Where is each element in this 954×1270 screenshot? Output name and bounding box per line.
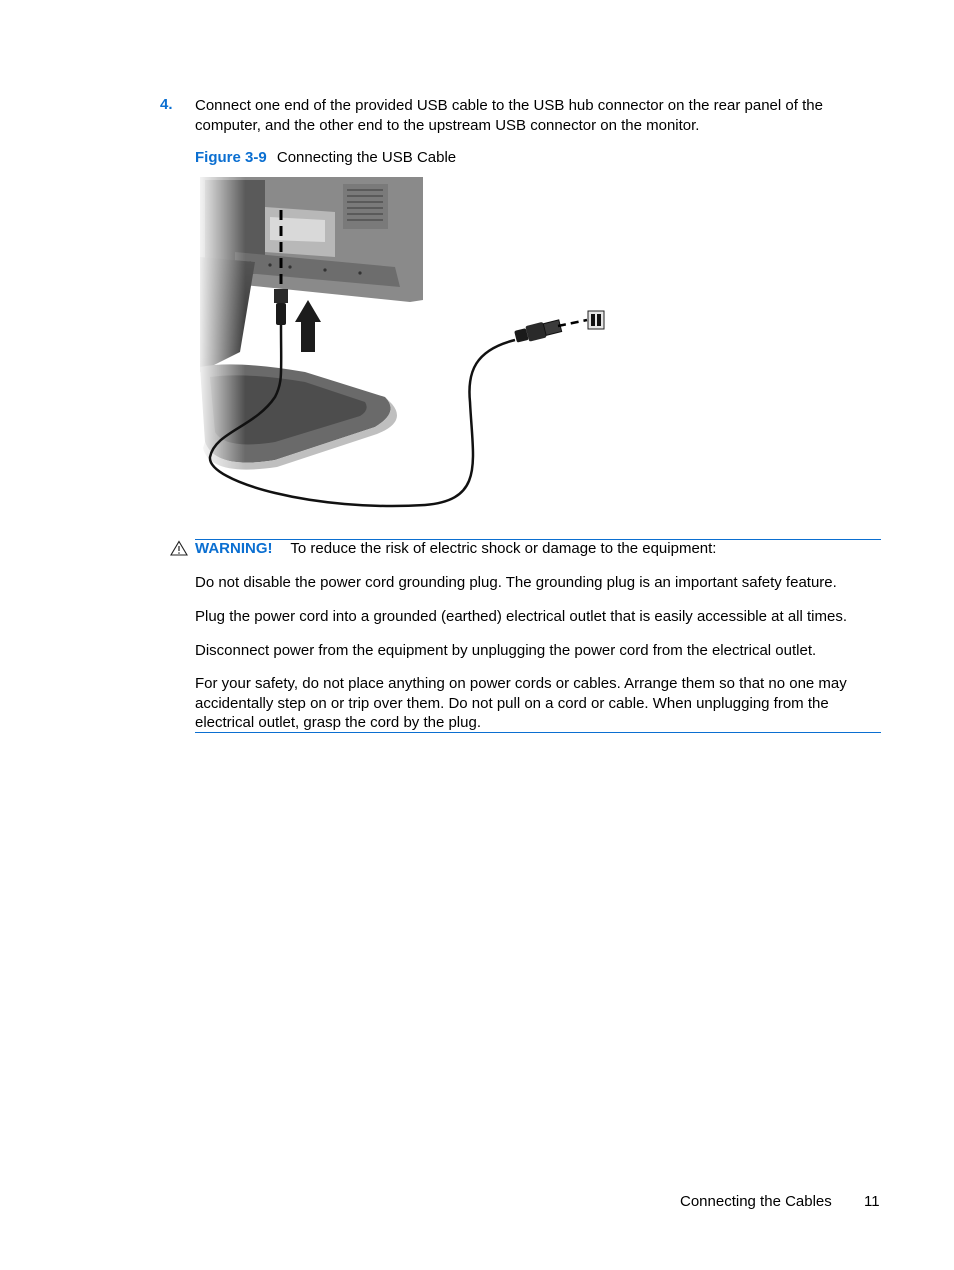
- warning-paragraph: For your safety, do not place anything on power cords or cables. Arrange them so that no one may accidentally step on or trip over them. Do not pull on a cord or cable. When unplugging from the electrical outlet, grasp the cord by the plug.: [195, 675, 847, 731]
- warning-paragraph: Disconnect power from the equipment by unplugging the power cord from the electrical outlet.: [195, 642, 817, 659]
- figure-caption-text: Connecting the USB Cable: [276, 149, 457, 166]
- step-text: Connect one end of the provided USB cable to the USB hub connector on the rear panel of the computer, and the other end to the upstream USB connector on the monitor.: [195, 97, 823, 134]
- page-number: 11: [864, 1193, 880, 1210]
- warning-label: WARNING!: [195, 540, 273, 557]
- figure-caption: [195, 149, 456, 166]
- monitor-illustration: [195, 172, 615, 517]
- usb-b-connector: [274, 289, 288, 325]
- step-number: 4.: [160, 96, 173, 113]
- figure-label: Figure 3-9: [195, 149, 267, 166]
- warning-paragraph: Do not disable the power cord grounding plug. The grounding plug is an important safety feature.: [195, 574, 837, 591]
- warning-paragraph: Plug the power cord into a grounded (earthed) electrical outlet that is easily accessible at all times.: [195, 608, 848, 625]
- warning-intro: To reduce the risk of electric shock or damage to the equipment:: [290, 540, 717, 557]
- usb-port-icon: [588, 311, 604, 329]
- warning-bottom-rule: [195, 732, 881, 733]
- footer-section-title: Connecting the Cables: [680, 1193, 832, 1210]
- warning-triangle-icon: [170, 540, 188, 556]
- usb-cable-illustration: [195, 172, 615, 517]
- warning-heading: [195, 540, 716, 557]
